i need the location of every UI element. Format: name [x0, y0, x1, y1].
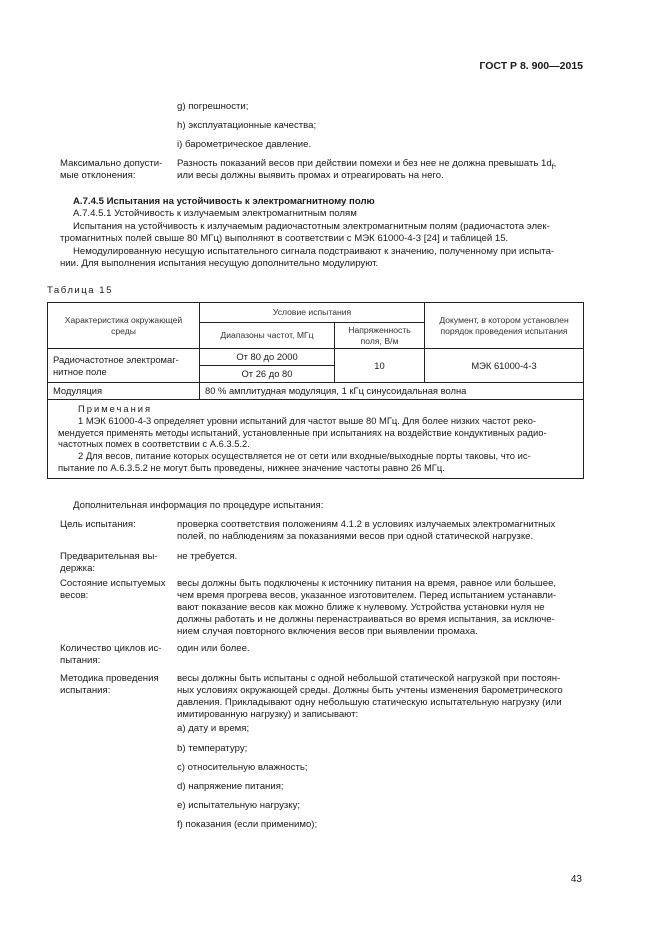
- state-line2: чем время прогрева весов, указанное изготовителем. Перед испытанием устанавли-: [177, 590, 557, 601]
- method-line1: весы должны быть испытаны с одной небольшой статической нагрузкой при постоян-: [177, 673, 561, 684]
- list-item-i: i) барометрическое давление.: [177, 139, 312, 150]
- record-item-b: b) температуру;: [177, 743, 248, 754]
- max-deviation-text-2: или весы должны выявить промах и отреагировать на него.: [177, 170, 444, 181]
- header-field-strength: Напряженность поля, В/м: [335, 323, 425, 349]
- section-heading: А.7.4.5 Испытания на устойчивость к электромагнитному полю: [73, 196, 375, 207]
- modulation-value: 80 % амплитудная модуляция, 1 кГц синусоидальная волна: [200, 383, 584, 400]
- header-document: Документ, в котором установлен порядок проведения испытания: [425, 303, 584, 349]
- state-line3: вают показание весов как можно ближе к нулевому. Устройства установки нуля не: [177, 602, 545, 613]
- list-item-g: g) погрешности;: [177, 101, 249, 112]
- record-item-f: f) показания (если применимо);: [177, 819, 318, 830]
- max-deviation-text-1: Разность показаний весов при действии помехи и без нее не должна превышать $1d_f$,: [177, 158, 557, 171]
- section-subheading: А.7.4.5.1 Устойчивость к излучаемым электромагнитным полям: [73, 208, 357, 219]
- list-item-h: h) эксплуатационные качества;: [177, 120, 317, 131]
- freq-cell-2: От 26 до 80: [200, 366, 335, 383]
- method-line4: имитированную нагрузку) и записывают:: [177, 709, 359, 720]
- preload-value: не требуется.: [177, 551, 238, 562]
- freq-cell-1: От 80 до 2000: [200, 349, 335, 366]
- para2-line2: нии. Для выполнения испытания несущую дополнительно модулируют.: [60, 258, 379, 269]
- header-condition: Условие испытания: [200, 303, 425, 323]
- page-number: 43: [570, 874, 582, 885]
- header-freq-range: Диапазоны частот, МГц: [200, 323, 335, 349]
- purpose-line2: полей, по наблюдениям за показаниями весов при одной статической нагрузке.: [177, 531, 534, 542]
- record-item-a: a) дату и время;: [177, 723, 250, 734]
- document-standard-header: ГОСТ Р 8. 900—2015: [479, 60, 583, 72]
- record-item-c: c) относительную влажность;: [177, 762, 308, 773]
- para1-line1: Испытания на устойчивость к излучаемым радиочастотным электромагнитным полям (радиочастота элек-: [73, 221, 550, 232]
- purpose-line1: проверка соответствия положениям 4.1.2 в условиях излучаемых электромагнитных: [177, 519, 556, 530]
- cycles-label-2: пытания:: [60, 655, 101, 666]
- method-line3: давления. Прикладывают одну небольшую статическую испытательную нагрузку (или: [177, 697, 562, 708]
- modulation-label: Модуляция: [48, 383, 200, 400]
- max-deviation-label-2: мые отклонения:: [60, 170, 136, 181]
- additional-intro: Дополнительная информация по процедуре испытания:: [73, 500, 324, 511]
- purpose-label: Цель испытания:: [60, 519, 136, 530]
- preload-label-1: Предварительная вы-: [60, 551, 158, 562]
- state-line4: должны работать и не должны перенастраиваться во время испытания, за исключе-: [177, 614, 555, 625]
- state-label-1: Состояние испытуемых: [60, 578, 166, 589]
- para2-line1: Немодулированную несущую испытательного сигнала подстраивают к значению, полученному при испыта-: [73, 246, 555, 257]
- table-notes: Примечания 1 МЭК 61000-4-3 определяет уровни испытаний для частот выше 80 МГц. Для более низких частот реко- мендуется применять методы испытаний, установленные при испытаниях на воздействие кондуктивных радио- частотных помех в соответствии с А.6.3.5.2. 2 Для весов, питание которых осуществляется не от сети или входные/выходные порты таковы, что ис- пытание по А.6.3.5.2 не могут быть проведены, нижнее значение частоты равно 26 МГц.: [48, 400, 584, 479]
- method-label-2: испытания:: [60, 685, 111, 696]
- record-item-e: e) испытательную нагрузку;: [177, 800, 301, 811]
- header-environment: Характеристика окружающей среды: [48, 303, 200, 349]
- rf-field-label: Радиочастотное электромаг- нитное поле: [48, 349, 200, 383]
- state-line5: нием случая повторного включения весов при выявлении промаха.: [177, 626, 478, 637]
- state-line1: весы должны быть подключены к источнику питания на время, равное или большее,: [177, 578, 557, 589]
- method-line2: ных условиях окружающей среды. Должны быть учтены изменения барометрического: [177, 685, 563, 696]
- doc-cell: МЭК 61000-4-3: [425, 349, 584, 383]
- method-label-1: Методика проведения: [60, 673, 159, 684]
- table-caption: Таблица 15: [47, 285, 113, 296]
- state-label-2: весов:: [60, 590, 89, 601]
- preload-label-2: держка:: [60, 563, 96, 574]
- cycles-value: один или более.: [177, 643, 250, 654]
- record-item-d: d) напряжение питания;: [177, 781, 284, 792]
- cycles-label-1: Количество циклов ис-: [60, 643, 162, 654]
- table-15: [47, 302, 584, 479]
- para1-line2: тромагнитных полей свыше 80 МГц) выполняют в соответствии с МЭК 61000-4-3 [24] и таблицей 15.: [60, 233, 509, 244]
- strength-cell: 10: [335, 349, 425, 383]
- max-deviation-label-1: Максимально допусти-: [60, 158, 163, 169]
